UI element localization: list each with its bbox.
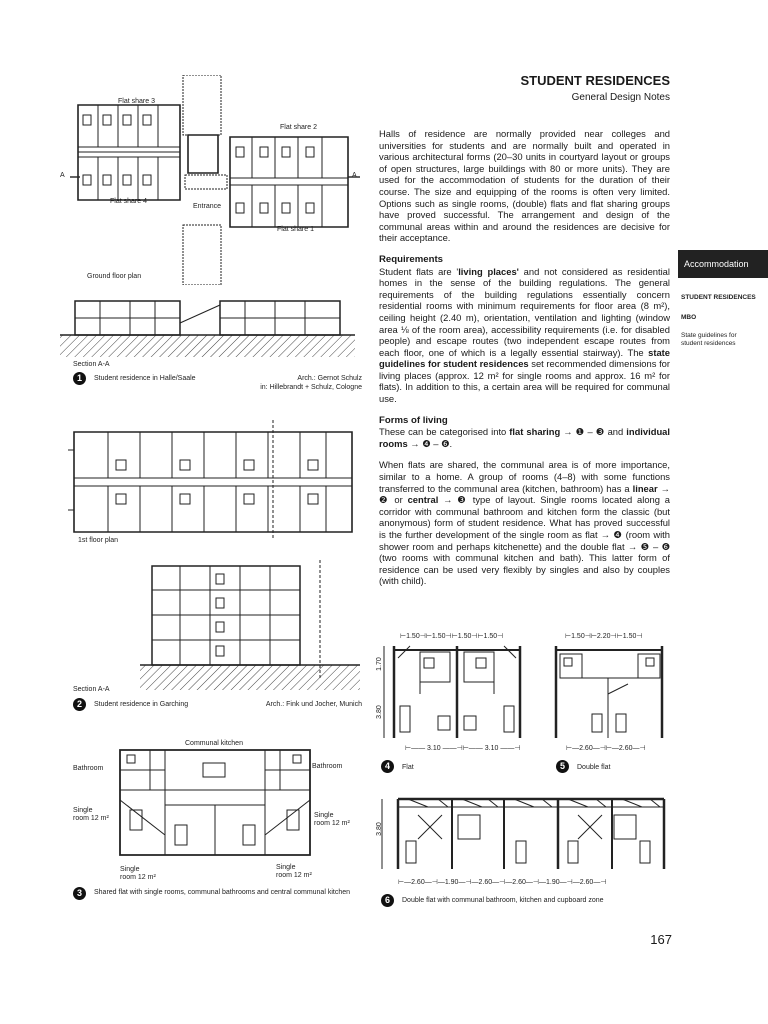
fig5-dimension-bottom: ⊢—2.60—⊣⊢—2.60—⊣ [566,745,646,752]
fig1-section-mark-left: A [60,172,65,179]
fig4-dimension-v2: 3.80 [375,705,383,719]
fig2-section-drawing [140,560,360,690]
page-title: STUDENT RESIDENCES [520,73,670,88]
fig3-caption: Shared flat with single rooms, communal bathrooms and central communal kitchen [94,889,351,896]
fig4-number-badge: 4 [381,760,394,773]
fig3-label-bathroom-left: Bathroom [73,765,104,772]
fig3-label-single-left-2: room 12 m² [73,815,109,822]
fig4-caption: Flat [402,764,414,771]
fig1-label-flat-share-4: Flat share 4 [110,198,147,205]
section-tab-accommodation[interactable]: Accommodation [678,250,768,278]
page-subtitle: General Design Notes [571,92,670,103]
fig1-label-flat-share-3: Flat share 3 [118,98,155,105]
fig6-dimension-bottom: ⊢—2.60—⊣—1.90—⊣—2.60—⊣—2.60—⊣—1.90—⊣—2.60—⊣ [398,879,607,886]
fig2-number-badge: 2 [73,698,86,711]
fig6-dimension-v: 3.80 [375,822,383,836]
fig6-caption: Double flat with communal bathroom, kitchen and cupboard zone [402,897,604,904]
fig3-shared-flat-plan [115,745,315,860]
fig3-label-single-right-1: Single [314,812,334,819]
fig5-double-flat-plan [548,644,678,740]
fig1-section-mark-right: A [352,172,357,179]
fig5-dimension-top: ⊢1.50⊣⊢2.20⊣⊢1.50⊣ [565,633,643,640]
fig5-number-badge: 5 [556,760,569,773]
fig1-caption: Student residence in Halle/Saale [94,375,196,382]
forms-paragraph: These can be categorised into flat sharing → ❶ – ❸ and individual rooms → ❹ – ❻. [379,426,671,449]
fig3-label-single-bottom-left-1: Single [120,866,140,873]
fig2-caption: Student residence in Garching [94,701,189,708]
fig3-label-single-right-2: room 12 m² [314,820,350,827]
body-text [379,128,670,597]
sidebar-group-mbo[interactable]: MBO [681,314,697,321]
fig3-label-single-left-1: Single [73,807,93,814]
fig1-credit: Arch.: Gernot Schulz [297,375,362,382]
fig1-section-drawing [60,295,355,357]
fig2-label-plan: 1st floor plan [78,537,119,544]
fig3-label-single-bottom-right-2: room 12 m² [276,872,312,879]
fig4-dimension-v1: 1.70 [375,657,383,671]
shared-paragraph: When flats are shared, the communal area is of more importance, similar to a home. A group of rooms (4–8) with some functions transferred to the communal area (kitchen, bathroom) has a linear → ❷ or central → ❸ type of layout. Single rooms located along a corridor with communal bathroom and kitchen form the classic (but anonymous) form of student residence. What has proved successful is the further development of the single room as flat → ❹ (room with shower room and perhaps kitchenette) and the double flat → ❺ – ❻ (two rooms with communal kitchen and bath). This latter form of residence can be used very flexibly by singles and also by couples (with child). [379,459,671,587]
forms-heading: Forms of living [379,414,448,426]
fig1-credit-2: in: Hillebrandt + Schulz, Cologne [260,384,362,391]
intro-paragraph: Halls of residence are normally provided near colleges and universities for students and are normally built and operated in various architectural forms (20–30 units in courtyard layout or groups of open structures, large buildings with 80 or more units). They are used for the accommodation of students for the duration of their course. The size and equipping of the rooms is often very limited. Options such as single rooms, (double) flats and flat sharing groups have proved successful. The arrangement and design of the communal areas within and around the residences are decisive for their acceptance. [379,128,670,244]
fig4-flat-plan [380,644,530,740]
fig2-first-floor-plan [68,420,358,540]
fig1-label-ground-floor: Ground floor plan [87,273,142,280]
fig4-dimension-top: ⊢1.50⊣⊢1.50⊣⊢1.50⊣⊢1.50⊣ [400,633,504,640]
fig3-label-single-bottom-left-2: room 12 m² [120,874,156,881]
fig1-label-section: Section A-A [73,361,110,368]
fig1-number-badge: 1 [73,372,86,385]
fig2-credit: Arch.: Fink und Jocher, Munich [265,701,362,708]
fig1-ground-floor-plan [70,75,360,285]
fig1-label-entrance: Entrance [193,203,222,210]
fig3-label-single-bottom-right-1: Single [276,864,296,871]
page-number: 167 [650,932,672,947]
fig1-label-flat-share-1: Flat share 1 [277,226,314,233]
fig3-label-communal-kitchen: Communal kitchen [185,740,243,747]
sidebar-group-student-residences[interactable]: STUDENT RESIDENCES [681,294,756,301]
fig3-label-bathroom-right: Bathroom [312,763,343,770]
requirements-paragraph: Student flats are 'living places' and not considered as residential homes in the sense of the building regulations. The general requirements of the building regulations essentially concern residential rooms with minimum requirements for floor area (8 m²), ceiling height (2.40 m), orientation, ventilation and lighting (window area ⅛ of the room area), accessibility requirements (i.e. for disabled people) and escape routes (two independent escape routes from each floor, one of which is a legally essential stairway). The state guidelines for student residences set recommended dimensions for living places (approx. 12 m² for single rooms and approx. 16 m² for flats). In addition to this, a certain area will be required for communal use. [379,265,671,405]
fig3-number-badge: 3 [73,887,86,900]
fig5-caption: Double flat [577,764,611,771]
requirements-heading: Requirements [379,253,443,265]
fig6-double-flat-plan [375,795,678,875]
fig2-label-section: Section A-A [73,686,110,693]
fig1-label-flat-share-2: Flat share 2 [280,124,317,131]
fig6-number-badge: 6 [381,894,394,907]
fig4-dimension-bottom: ⊢—— 3.10 ——⊣⊢—— 3.10 ——⊣ [405,745,521,752]
sidebar-item-state-guidelines[interactable]: State guidelines for student residences [681,332,737,347]
